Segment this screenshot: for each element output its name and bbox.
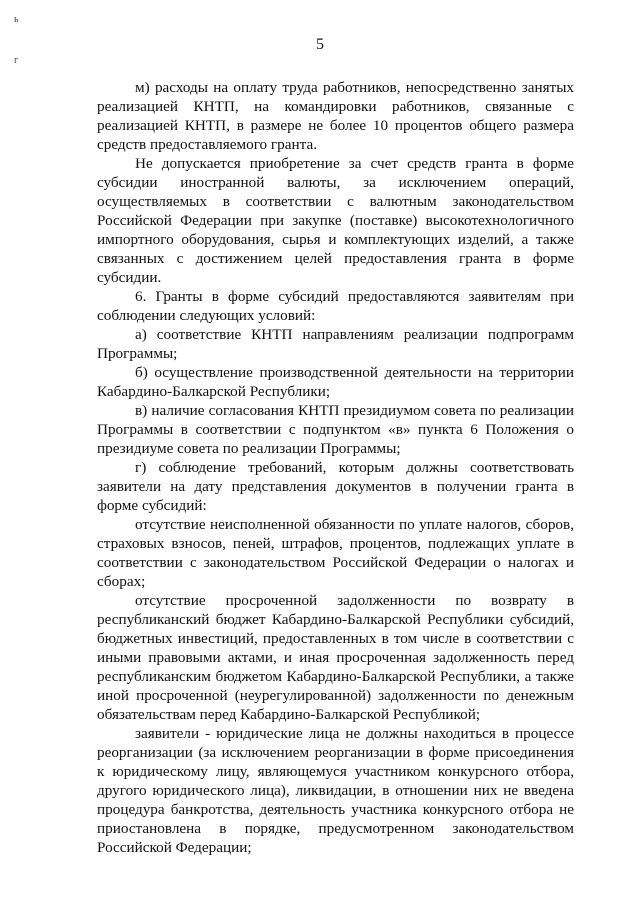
paragraph-6-conditions: 6. Гранты в форме субсидий предоставляются заявителям при соблюдении следующих условий: bbox=[97, 288, 574, 324]
paragraph-v: в) наличие согласования КНТП президиумом совета по реализации Программы в соответствии с подпунктом «в» пункта 6 Положения о президиуме совета по реализации Программы; bbox=[97, 402, 574, 457]
margin-mark: г bbox=[14, 55, 19, 66]
paragraph-b: б) осуществление производственной деятельности на территории Кабардино-Балкарской Республики; bbox=[97, 364, 574, 400]
paragraph-no-reorganization: заявители - юридические лица не должны находиться в процессе реорганизации (за исключением реорганизации в форме присоединения к юридическому лицу, являющемуся участником конкурсного отбора, другого юридического лица), ликвидации, в отношении них не введена процедура банкротства, деятельность участника конкурсного отбора не приостановлена в порядке, предусмотренном законодательством Российской Федерации; bbox=[97, 725, 574, 856]
paragraph-no-tax-debt: отсутствие неисполненной обязанности по уплате налогов, сборов, страховых взносов, пеней, штрафов, процентов, подлежащих уплате в соответствии с законодательством Российской Федерации о налогах и сборах; bbox=[97, 516, 574, 590]
paragraph-m-expenses: м) расходы на оплату труда работников, непосредственно занятых реализацией КНТП, на командировки работников, связанные с реализацией КНТП, в размере не более 10 процентов общего размера средств предоставляемого гранта. bbox=[97, 79, 574, 153]
page-number: 5 bbox=[316, 36, 324, 53]
paragraph-g: г) соблюдение требований, которым должны соответствовать заявители на дату представления документов в получении гранта в форме субсидий: bbox=[97, 459, 574, 514]
margin-mark: ь bbox=[14, 14, 19, 25]
paragraph-currency-restriction: Не допускается приобретение за счет средств гранта в форме субсидии иностранной валюты, за исключением операций, осуществляемых в соответствии с валютным законодательством Российской Федерации при закупке (поставке) высокотехнологичного импортного оборудования, сырья и комплектующих изделий, а также связанных с достижением целей предоставления гранта в форме субсидии. bbox=[97, 155, 574, 286]
paragraph-no-overdue-debt: отсутствие просроченной задолженности по возврату в республиканский бюджет Кабардино-Балкарской Республики субсидий, бюджетных инвестиций, предоставленных в том числе в соответствии с иными правовыми актами, и иная просроченная задолженность перед республиканским бюджетом Кабардино-Балкарской Республики, а также иной просроченной (неурегулированной) задолженности по денежным обязательствам перед Кабардино-Балкарской Республикой; bbox=[97, 592, 574, 723]
document-body bbox=[97, 78, 574, 857]
paragraph-a: а) соответствие КНТП направлениям реализации подпрограмм Программы; bbox=[97, 326, 574, 362]
